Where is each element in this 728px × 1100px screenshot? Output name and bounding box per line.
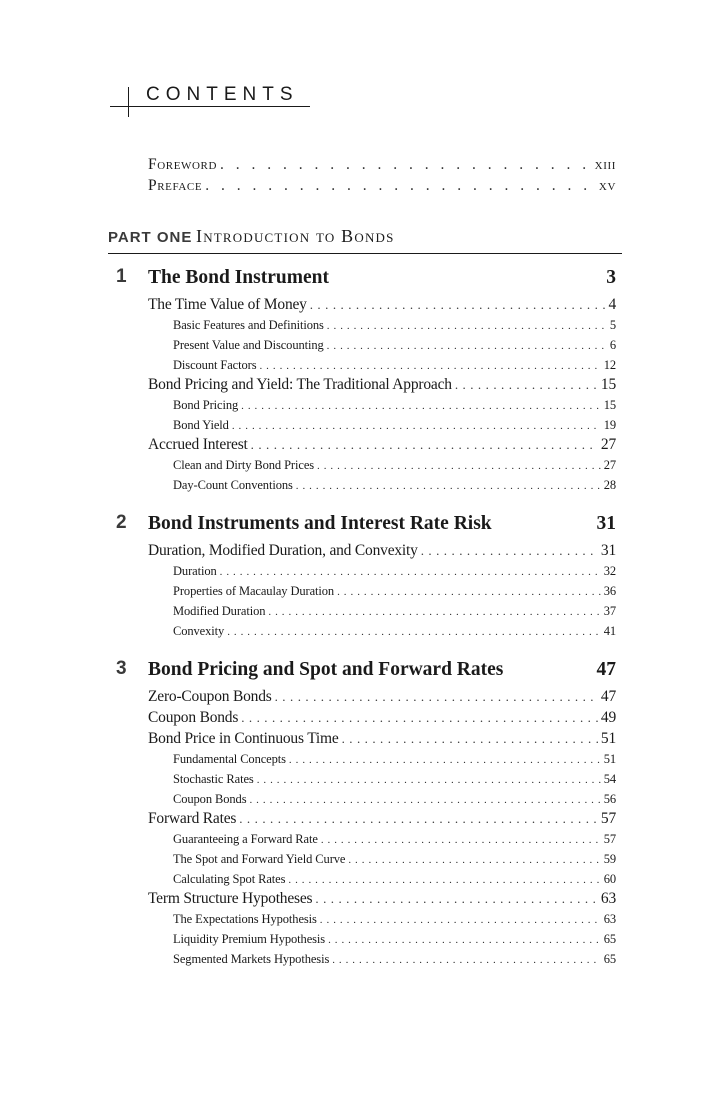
toc-entry-label: Fundamental Concepts (173, 752, 286, 766)
leader-dots (342, 731, 598, 747)
toc-subentry[interactable] (173, 358, 616, 373)
leader-dots (315, 891, 598, 907)
toc-subentry[interactable] (173, 752, 616, 767)
leader-dots (257, 774, 601, 786)
toc-entry-label: Foreword (148, 156, 218, 173)
toc-entry-page: 47 (600, 688, 616, 705)
leader-dots (205, 177, 596, 195)
chapter-title: The Bond Instrument (148, 267, 329, 288)
toc-entry-label: Convexity (173, 624, 225, 638)
toc-entry-page: 27 (603, 458, 616, 472)
chapter-number: 1 (116, 266, 127, 287)
leader-dots (332, 954, 600, 966)
leader-dots (455, 377, 598, 393)
toc-entry-label: Coupon Bonds (148, 709, 239, 726)
toc-entry[interactable] (148, 688, 616, 706)
chapter-page: 3 (606, 267, 616, 288)
leader-dots (220, 156, 592, 174)
leader-dots (268, 606, 600, 618)
leader-dots (310, 297, 606, 313)
toc-entry-page: 57 (600, 810, 616, 827)
toc-entry-page: 65 (603, 952, 616, 966)
toc-entry-preface[interactable] (148, 177, 616, 195)
toc-entry-label: Clean and Dirty Bond Prices (173, 458, 315, 472)
toc-entry-page: 6 (609, 338, 616, 352)
leader-dots (251, 437, 598, 453)
toc-entry-page: 27 (600, 436, 616, 453)
toc-entry-page: 5 (609, 318, 616, 332)
leader-dots (296, 480, 601, 492)
toc-entry-page: 49 (600, 709, 616, 726)
leader-dots (317, 460, 601, 472)
toc-subentry[interactable] (173, 604, 616, 619)
leader-dots (327, 340, 607, 352)
chapter-number: 2 (116, 512, 127, 533)
chapter-page: 47 (596, 659, 616, 680)
contents-divider (128, 87, 129, 117)
leader-dots (241, 400, 601, 412)
toc-entry-page: 51 (600, 730, 616, 747)
toc-entry-label: Forward Rates (148, 810, 237, 827)
toc-entry-label: Term Structure Hypotheses (148, 890, 313, 907)
toc-entry-label: Coupon Bonds (173, 792, 247, 806)
toc-entry-page: 59 (603, 852, 616, 866)
toc-entry-label: Properties of Macaulay Duration (173, 584, 335, 598)
toc-subentry[interactable] (173, 318, 616, 333)
leader-dots (239, 811, 598, 827)
contents-title: CONTENTS (146, 84, 299, 105)
toc-entry-page: 56 (603, 792, 616, 806)
leader-dots (259, 360, 600, 372)
toc-entry-page: 4 (608, 296, 616, 313)
toc-entry-label: Segmented Markets Hypothesis (173, 952, 330, 966)
toc-entry-page: 31 (600, 542, 616, 559)
leader-dots (249, 794, 600, 806)
leader-dots (288, 874, 600, 886)
toc-subentry[interactable] (173, 872, 616, 887)
toc-entry[interactable] (148, 296, 616, 314)
chapter-title: Bond Pricing and Spot and Forward Rates (148, 659, 504, 680)
toc-entry-page: 36 (603, 584, 616, 598)
toc-subentry[interactable] (173, 584, 616, 599)
toc-entry-label: Present Value and Discounting (173, 338, 324, 352)
toc-entry-page: xiii (594, 156, 616, 173)
chapter-heading[interactable] (148, 267, 616, 289)
toc-entry-label: Preface (148, 177, 203, 194)
toc-subentry[interactable] (173, 478, 616, 493)
toc-subentry[interactable] (173, 932, 616, 947)
toc-subentry[interactable] (173, 792, 616, 807)
leader-dots (328, 934, 601, 946)
toc-entry-label: Liquidity Premium Hypothesis (173, 932, 326, 946)
toc-subentry[interactable] (173, 338, 616, 353)
toc-entry[interactable] (148, 890, 616, 908)
toc-entry-label: Duration (173, 564, 217, 578)
toc-subentry[interactable] (173, 832, 616, 847)
toc-entry[interactable] (148, 709, 616, 727)
toc-subentry[interactable] (173, 772, 616, 787)
toc-entry-label: Modified Duration (173, 604, 266, 618)
toc-entry-page: 32 (603, 564, 616, 578)
toc-entry-page: 65 (603, 932, 616, 946)
leader-dots (220, 566, 601, 578)
toc-entry-label: Stochastic Rates (173, 772, 254, 786)
toc-entry-label: The Time Value of Money (148, 296, 307, 313)
leader-dots (320, 914, 601, 926)
toc-entry[interactable] (148, 376, 616, 394)
toc-entry-label: Calculating Spot Rates (173, 872, 286, 886)
toc-entry[interactable] (148, 542, 616, 560)
leader-dots (227, 626, 601, 638)
toc-entry-label: The Spot and Forward Yield Curve (173, 852, 346, 866)
toc-entry-page: 28 (603, 478, 616, 492)
part-title[interactable]: Introduction to Bonds (196, 226, 395, 246)
toc-entry-page: 15 (600, 376, 616, 393)
toc-subentry[interactable] (173, 398, 616, 413)
toc-entry-label: The Expectations Hypothesis (173, 912, 317, 926)
toc-subentry[interactable] (173, 624, 616, 639)
chapter-number: 3 (116, 658, 127, 679)
toc-entry-label: Day-Count Conventions (173, 478, 293, 492)
leader-dots (337, 586, 601, 598)
toc-entry-label: Basic Features and Definitions (173, 318, 324, 332)
toc-subentry[interactable] (173, 912, 616, 927)
leader-dots (421, 543, 598, 559)
toc-subentry[interactable] (173, 418, 616, 433)
leader-dots (327, 320, 607, 332)
toc-entry-label: Bond Pricing (173, 398, 239, 412)
toc-subentry[interactable] (173, 952, 616, 967)
toc-entry[interactable] (148, 730, 616, 748)
toc-entry-page: 63 (600, 890, 616, 907)
toc-entry[interactable] (148, 810, 616, 828)
toc-entry-page: 54 (603, 772, 616, 786)
toc-entry-label: Bond Yield (173, 418, 229, 432)
toc-entry-page: 12 (603, 358, 616, 372)
toc-entry-page: 60 (603, 872, 616, 886)
toc-entry-page: 37 (603, 604, 616, 618)
toc-subentry[interactable] (173, 852, 616, 867)
toc-entry-label: Discount Factors (173, 358, 257, 372)
toc-entry-page: 19 (603, 418, 616, 432)
part-rule (108, 253, 622, 254)
toc-entry-page: 57 (603, 832, 616, 846)
toc-entry-label: Accrued Interest (148, 436, 248, 453)
toc-entry-label: Guaranteeing a Forward Rate (173, 832, 318, 846)
chapter-heading[interactable] (148, 513, 616, 535)
toc-entry-label: Bond Price in Continuous Time (148, 730, 339, 747)
leader-dots (289, 754, 601, 766)
leader-dots (321, 834, 601, 846)
toc-entry-page: 15 (603, 398, 616, 412)
toc-entry-page: 63 (603, 912, 616, 926)
part-label: PART ONE (108, 229, 193, 246)
toc-entry-page: 51 (603, 752, 616, 766)
toc-entry-label: Duration, Modified Duration, and Convexity (148, 542, 418, 559)
toc-entry-page: 41 (603, 624, 616, 638)
contents-rule (110, 106, 310, 107)
toc-subentry[interactable] (173, 458, 616, 473)
chapter-page: 31 (596, 513, 616, 534)
toc-subentry[interactable] (173, 564, 616, 579)
toc-entry-foreword[interactable] (148, 156, 616, 174)
toc-entry-page: xv (598, 177, 616, 194)
leader-dots (241, 710, 598, 726)
chapter-heading[interactable] (148, 659, 616, 681)
toc-entry-label: Zero-Coupon Bonds (148, 688, 272, 705)
leader-dots (275, 689, 598, 705)
leader-dots (348, 854, 600, 866)
chapter-title: Bond Instruments and Interest Rate Risk (148, 513, 492, 534)
leader-dots (232, 420, 601, 432)
toc-entry-label: Bond Pricing and Yield: The Traditional Approach (148, 376, 452, 393)
toc-entry[interactable] (148, 436, 616, 454)
